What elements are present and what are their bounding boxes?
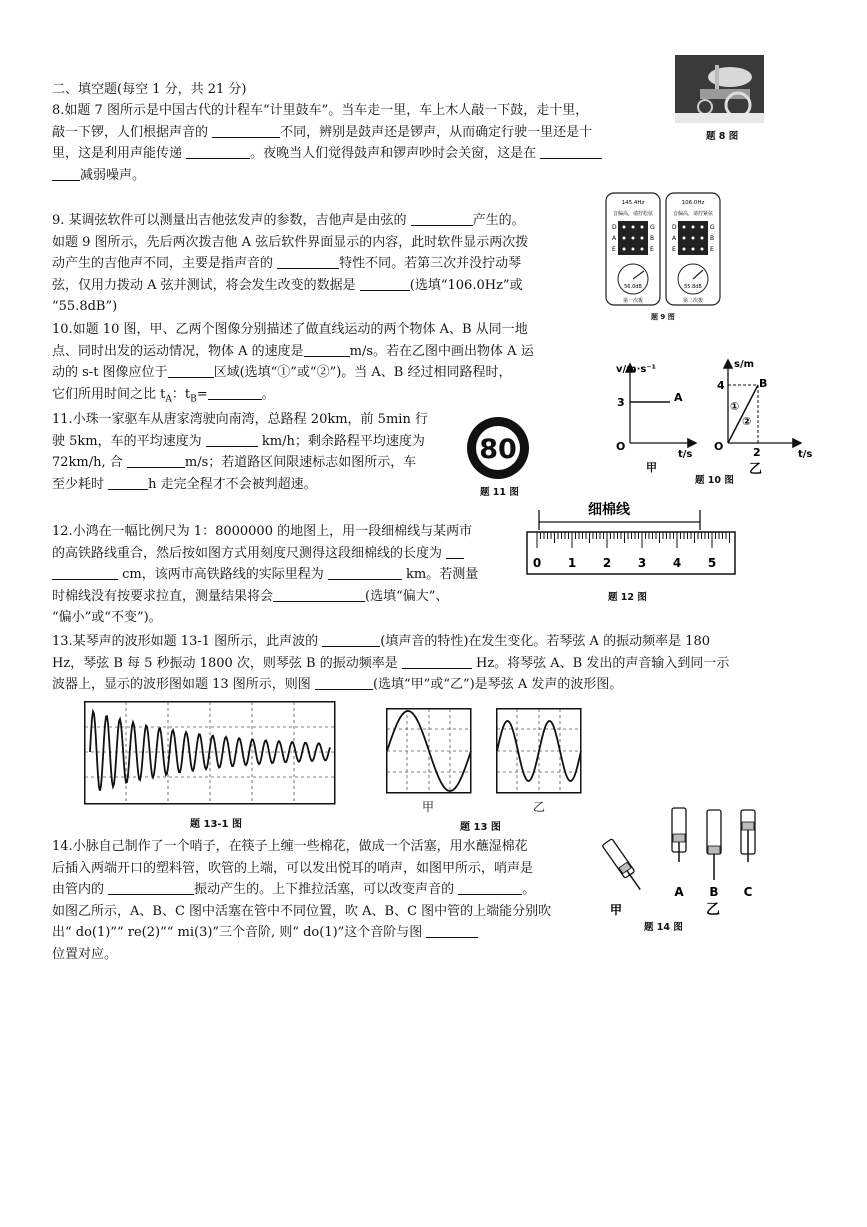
svg-text:B: B: [650, 235, 655, 242]
svg-text:甲: 甲: [646, 461, 657, 474]
wave-jia-label: 甲: [422, 800, 435, 814]
fig10-graphs: [590, 355, 820, 485]
answer-blank[interactable]: [426, 922, 478, 938]
ruler-label: 1: [567, 556, 577, 570]
ruler-label: 3: [637, 556, 647, 570]
svg-text:B: B: [759, 377, 768, 390]
question-11: 11.小珠一家驱车从唐家湾驶向南湾，总路程 20km，前 5min 行 驶 5km，车的平均速度为 km/h；剩余路程平均速度为 72km/h, 合 m/s；若道路区间限速标志如图所示，车 至少耗时 h 走完全程才不会被判超速。: [52, 412, 428, 492]
tuner-screens: [604, 191, 724, 321]
answer-blank[interactable]: [212, 122, 280, 138]
svg-text:D: D: [612, 224, 617, 231]
answer-blank[interactable]: [52, 564, 118, 580]
answer-blank[interactable]: [360, 275, 410, 291]
svg-text:乙: 乙: [706, 902, 720, 918]
svg-text:E: E: [710, 246, 714, 253]
svg-text:4: 4: [717, 379, 725, 392]
svg-text:B: B: [709, 885, 719, 899]
answer-blank[interactable]: [52, 165, 80, 181]
fig13-caption: 题 13 图: [460, 822, 501, 833]
answer-blank[interactable]: [277, 253, 339, 269]
tuner-screen-2: [666, 193, 720, 305]
ruler-label: 5: [707, 556, 717, 570]
graph-yi: [714, 359, 812, 477]
speed-limit-sign: [465, 415, 531, 481]
svg-text:D: D: [672, 224, 677, 231]
drum-cart-photo: [675, 55, 764, 123]
svg-text:甲: 甲: [609, 903, 623, 917]
fig9-caption: 题 9 图: [651, 313, 675, 321]
ruler-label: 2: [602, 556, 612, 570]
whistle-jia: [602, 839, 645, 893]
fig13-1-caption: 题 13-1 图: [190, 819, 242, 830]
answer-blank[interactable]: [127, 452, 185, 468]
tuner-screen-1: [606, 193, 660, 305]
screen2-msg: 音偏高，请拧紧弦: [672, 211, 714, 217]
svg-text:乙: 乙: [749, 462, 763, 477]
svg-text:2: 2: [753, 446, 761, 459]
svg-text:t/s: t/s: [678, 449, 693, 460]
speed-limit-value: 80: [479, 434, 517, 465]
svg-text:3: 3: [617, 396, 625, 409]
answer-blank[interactable]: [108, 879, 194, 895]
svg-text:E: E: [612, 246, 616, 253]
question-13: 13.某琴声的波形如题 13-1 图所示，此声波的 (填声音的特性)在发生变化。若琴弦 A 的振动频率是 180 Hz，琴弦 B 每 5 秒振动 1800 次，则琴弦 B 的振动频率是 Hz。将琴弦 A、B 发出的声音输入到同一示 波器上，显示的波形图如题 13 图所示，则图 (选填“甲”或“乙”)是琴弦 A 发声的波形图。: [52, 631, 729, 696]
svg-text:t/s: t/s: [798, 449, 813, 460]
thread-label: 细棉线: [588, 502, 630, 518]
answer-blank[interactable]: [540, 143, 602, 159]
svg-text:E: E: [650, 246, 654, 253]
answer-blank[interactable]: [273, 586, 365, 602]
svg-text:s/m: s/m: [734, 359, 755, 370]
screen2-db: 55.8dB: [684, 284, 702, 290]
screen2-freq: 106.0Hz: [681, 200, 705, 206]
svg-text:v/m·s⁻¹: v/m·s⁻¹: [616, 364, 656, 375]
answer-blank[interactable]: [402, 653, 472, 669]
ruler-label: 0: [532, 556, 542, 570]
whistle-figure: [595, 800, 770, 935]
question-10: 10.如题 10 图，甲、乙两个图像分别描述了做直线运动的两个物体 A、B 从同一地 点、同时出发的运动情况，物体 A 的速度是 m/s。若在乙图中画出物体 A 运 动的 s-t 图像应位于 区域(选填“①”或“②”)。当 A、B 经过相同路程时， 它们所用时间之比 $t_A$：$t_B=$ 。: [52, 322, 534, 405]
fig13-wave-yi: [496, 708, 582, 794]
answer-blank[interactable]: [411, 210, 473, 226]
answer-blank[interactable]: [328, 564, 402, 580]
svg-text:B: B: [710, 235, 715, 242]
svg-text:A: A: [674, 885, 684, 899]
answer-blank[interactable]: [206, 431, 258, 447]
answer-blank[interactable]: [168, 362, 214, 378]
ruler-label: 4: [672, 556, 682, 570]
svg-text:A: A: [612, 235, 617, 242]
svg-text:O: O: [714, 440, 724, 453]
fig13-1-oscilloscope: [84, 701, 336, 805]
wave-yi-label: 乙: [533, 800, 546, 814]
fig10-caption: 题 10 图: [695, 475, 734, 486]
question-12: 12.小鸿在一幅比例尺为 1：8000000 的地图上，用一段细棉线与某两市 的高铁路线重合，然后按如图方式用刻度尺测得这段细棉线的长度为 cm，该两市高铁路线的实际里程为 km。若测量 时棉线没有按要求拉直，测量结果将会 (选填“偏大”、 “偏小”或“不变”)。: [52, 524, 479, 625]
tube-b: [707, 810, 721, 880]
question-14: 14.小脉自己制作了一个哨子，在筷子上缠一些棉花，做成一个活塞，用水蘸湿棉花 后插入两端开口的塑料管，吹管的上端，可以发出悦耳的哨声，如图甲所示，哨声是 由管内的 振动产生的。上下推拉活塞，可以改变声音的 。 如图乙所示，A、B、C 图中活塞在管中不同位置，吹 A、B、C 图中管的上端能分别吹 出“ do(1)”“ re(2)”“ mi(3)”三个音阶, 则“ do(1)”这个音阶与图 位置对应。: [52, 839, 552, 962]
svg-text:A: A: [672, 235, 677, 242]
section-title: 二、填空题(每空 1 分，共 21 分): [52, 82, 247, 97]
graph-jia: [616, 364, 695, 474]
question-9: 9. 某调弦软件可以测量出吉他弦发声的参数，吉他声是由弦的 产生的。 如题 9 图所示，先后两次拨吉他 A 弦后软件界面显示的内容，此时软件显示两次拨 动产生的吉他声不同，主要是指声音的 特性不同。若第三次并没拧动琴 弦，仅用力拨动 A 弦并测试，将会发生改变的数据是 (选填“106.0Hz”或 “55.8dB”): [52, 210, 528, 318]
svg-text:A: A: [674, 391, 683, 404]
svg-text:第一次拨: 第一次拨: [622, 298, 644, 304]
screen1-msg: 音偏高，请拧松弦: [612, 211, 654, 217]
drum-cart-image: [675, 55, 764, 123]
fig11-caption: 题 11 图: [480, 487, 519, 498]
answer-blank[interactable]: [446, 543, 464, 559]
svg-text:②: ②: [742, 415, 752, 428]
answer-blank[interactable]: [315, 674, 373, 690]
answer-blank[interactable]: [322, 631, 380, 647]
svg-text:第二次拨: 第二次拨: [682, 298, 704, 304]
svg-text:E: E: [672, 246, 676, 253]
fig14-caption: 题 14 图: [644, 922, 683, 933]
screen1-freq: 145.4Hz: [621, 200, 645, 206]
tube-a: [672, 808, 686, 862]
ruler-figure: [525, 492, 740, 584]
svg-text:①: ①: [730, 400, 740, 413]
answer-blank[interactable]: [304, 341, 350, 357]
fig8-caption: 题 8 图: [706, 131, 739, 142]
svg-text:O: O: [616, 440, 626, 453]
question-8: 8.如题 7 图所示是中国古代的计程车“计里鼓车”。当车走一里，车上木人敲一下鼓，走十里， 敲一下锣，人们根据声音的 不同，辨别是鼓声还是锣声，从而确定行驶一里还是十 里，这是利用声能传递 。夜晚当人们觉得鼓声和锣声吵时会关窗，这是在 减弱噪声。: [52, 100, 602, 186]
fig12-caption: 题 12 图: [608, 592, 647, 603]
fig13-wave-jia: [386, 708, 472, 794]
answer-blank[interactable]: [108, 474, 148, 490]
answer-blank[interactable]: [458, 879, 522, 895]
answer-blank[interactable]: [208, 384, 262, 400]
answer-blank[interactable]: [186, 143, 250, 159]
screen1-db: 56.0dB: [624, 284, 642, 290]
svg-text:C: C: [743, 885, 753, 899]
tube-c: [741, 810, 755, 862]
svg-text:G: G: [650, 224, 655, 231]
svg-text:G: G: [710, 224, 715, 231]
